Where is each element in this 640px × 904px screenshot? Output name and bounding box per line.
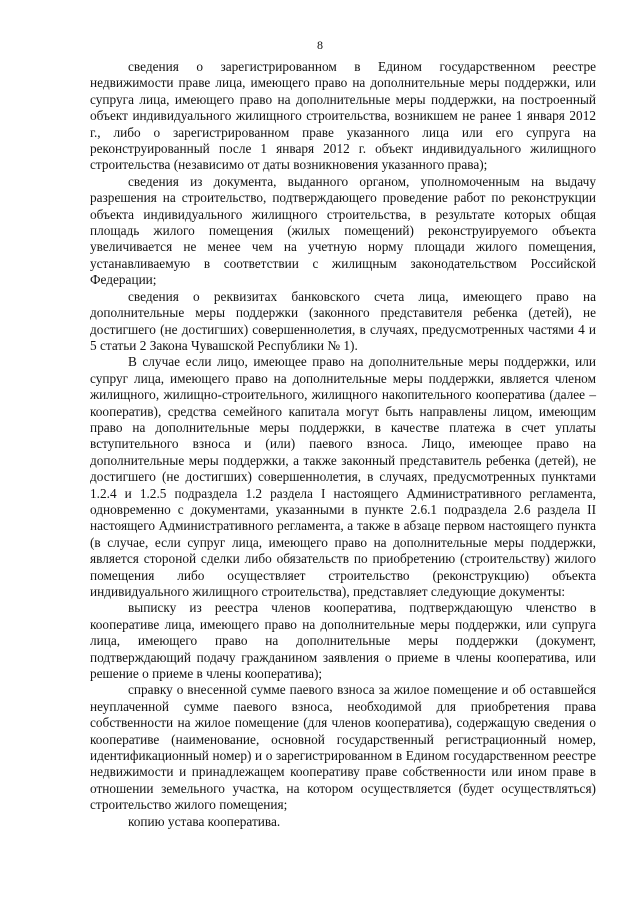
paragraph-cooperative-charter: копию устава кооператива.: [128, 813, 281, 829]
paragraph-share-contribution-certificate: справку о внесенной сумме паевого взноса за жилое помещение и об оставшейся неуплаченной сумме паевого взноса, необходимой для приобретения права собственности на жилое помещение (для членов кооператива), содержащую сведения о кооперативе (наименование, основной государственный регистрационный номер, идентификационный номер) и о зарегистрированном в Едином государственном реестре недвижимости и принадлежащем кооперативу праве собственности или ином праве в отношении земельного участка, на котором осуществляется (будет осуществляться) строительство жилого помещения;: [90, 682, 596, 813]
page-number: 8: [317, 38, 323, 52]
paragraph-cooperative-member: В случае если лицо, имеющее право на дополнительные меры поддержки, или супруг лица, имеющего право на дополнительные меры поддержки, является членом жилищного, жилищно-строительного, жилищного накопительного кооператива (далее – кооператив), средства семейного капитала могут быть направлены лицом, имеющим право на дополнительные меры поддержки, в качестве платежа в счет уплаты вступительного взноса и (или) паевого взноса. Лицо, имеющее право на дополнительные меры поддержки, а также законный представитель ребенка (детей), не достигшего (не достигших) совершеннолетия, в случаях, предусмотренных пунктами 1.2.4 и 1.2.5 подраздела 1.2 раздела I настоящего Административного регламента, одновременно с документами, указанными в пункте 2.6.1 подраздела 2.6 раздела II настоящего Административного регламента, а также в абзаце первом настоящего пункта (в случае, если супруг лица, имеющего право на дополнительные меры поддержки, является стороной сделки либо обязательств по приобретению (строительству) жилого помещения либо осуществляет строительство (реконструкцию) объекта индивидуального жилищного строительства), представляет следующие документы:: [90, 354, 596, 599]
paragraph-bank-account: сведения о реквизитах банковского счета лица, имеющего право на дополнительные меры поддержки (законного представителя ребенка (детей), не достигшего (не достигших) совершеннолетия, в случаях, предусмотренных частями 4 и 5 статьи 2 Закона Чувашской Республики № 1).: [90, 288, 596, 353]
paragraph-construction-permit: сведения из документа, выданного органом, уполномоченным на выдачу разрешения на строительство, подтверждающего проведение работ по реконструкции объекта индивидуального жилищного строительства, в результате которых общая площадь жилого помещения (жилых помещений) реконструируемого объекта увеличивается не менее чем на учетную норму площади жилого помещения, устанавливаемую в соответствии с жилищным законодательством Российской Федерации;: [90, 173, 596, 288]
paragraph-registered-rights: сведения о зарегистрированном в Едином государственном реестре недвижимости праве лица, имеющего право на дополнительные меры поддержки, или супруга лица, имеющего право на дополнительные меры поддержки, на построенный объект индивидуального жилищного строительства, возникшем не ранее 1 января 2012 г., либо о зарегистрированном праве указанного лица или его супруга на реконструированный после 1 января 2012 г. объект индивидуального жилищного строительства (независимо от даты возникновения указанного права);: [90, 59, 596, 173]
document-body: [90, 59, 596, 830]
paragraph-cooperative-registry-extract: выписку из реестра членов кооператива, подтверждающую членство в кооперативе лица, имеющего право на дополнительные меры поддержки, или супруга лица, имеющего право на дополнительные меры поддержки (документ, подтверждающий подачу гражданином заявления о приеме в члены кооператива, или решение о приеме в члены кооператива);: [90, 600, 596, 682]
